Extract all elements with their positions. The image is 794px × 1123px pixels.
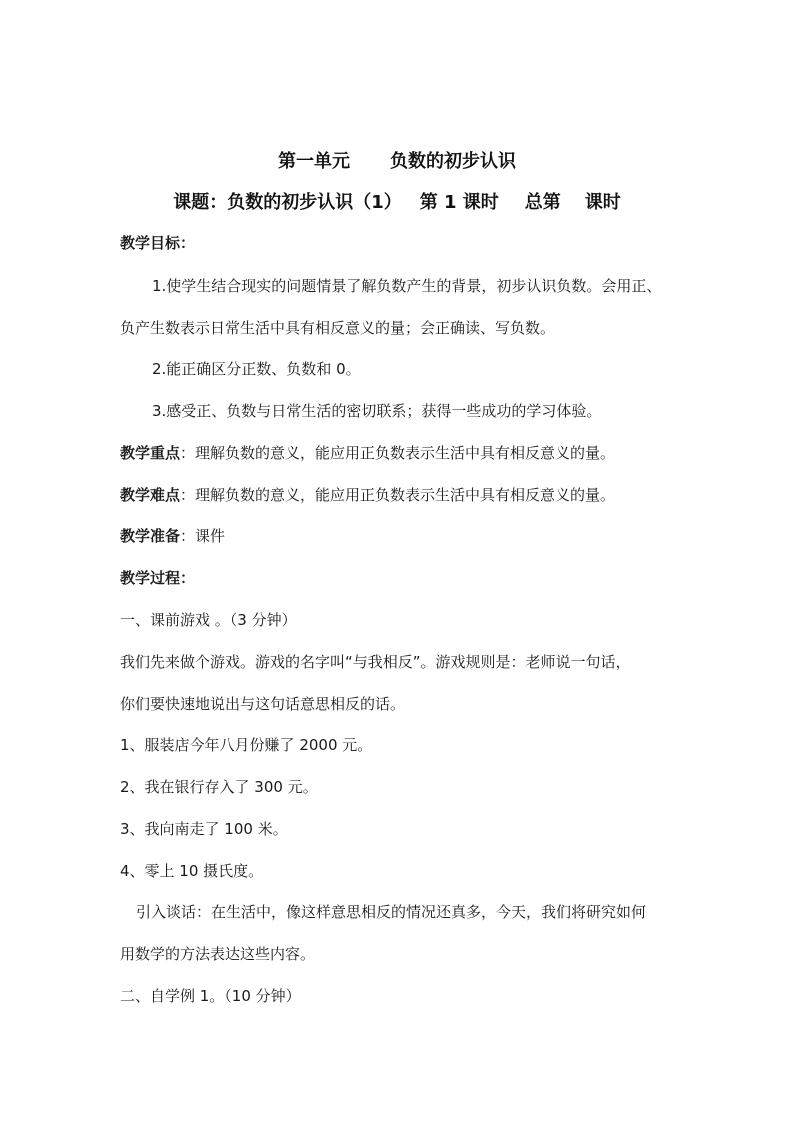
lesson-total-prefix: 总第 (524, 192, 561, 213)
key-point-label: 教学重点 (120, 444, 181, 462)
lesson-topic: 课题：负数的初步认识（1） (173, 192, 402, 213)
objective-3: 3.感受正、负数与日常生活的密切联系；获得一些成功的学习体验。 (152, 402, 602, 420)
lesson-total-suffix: 课时 (584, 192, 621, 213)
lesson-period: 第 1 课时 (419, 192, 499, 213)
difficulty-text: ：理解负数的意义，能应用正负数表示生活中具有相反意义的量。 (180, 486, 616, 504)
intro-talk-line-1: 引入谈话：在生活中，像这样意思相反的情况还真多，今天，我们将研究如何 (136, 903, 647, 921)
game-intro-line-1: 我们先来做个游戏。游戏的名字叫“与我相反”。游戏规则是：老师说一句话， (120, 653, 631, 671)
preparation (120, 526, 225, 546)
list-item: 2、我在银行存入了 300 元。 (120, 778, 318, 796)
unit-number: 第一单元 (278, 151, 350, 172)
difficulty (120, 485, 615, 505)
key-point (120, 443, 615, 463)
lesson-title (0, 191, 794, 215)
list-item: 4、零上 10 摄氏度。 (120, 862, 264, 880)
difficulty-label: 教学难点 (120, 486, 181, 504)
list-item: 1、服装店今年八月份赚了 2000 元。 (120, 736, 373, 754)
process-heading: 教学过程： (120, 569, 196, 587)
section-1-heading: 一、课前游戏 。（3 分钟） (120, 611, 297, 629)
section-2-heading: 二、自学例 1。（10 分钟） (120, 987, 301, 1005)
objective-1-line-2: 负产生数表示日常生活中具有相反意义的量；会正确读、写负数。 (120, 319, 556, 337)
objective-1-line-1: 1.使学生结合现实的问题情景了解负数产生的背景，初步认识负数。会用正、 (152, 277, 662, 295)
objectives-heading: 教学目标： (120, 234, 196, 252)
list-item: 3、我向南走了 100 米。 (120, 820, 288, 838)
preparation-text: ：课件 (180, 527, 226, 545)
preparation-label: 教学准备 (120, 527, 181, 545)
unit-title (0, 150, 794, 174)
intro-talk-line-2: 用数学的方法表达这些内容。 (120, 945, 316, 963)
key-point-text: ：理解负数的意义，能应用正负数表示生活中具有相反意义的量。 (180, 444, 616, 462)
objective-2: 2.能正确区分正数、负数和 0。 (152, 360, 361, 378)
game-intro-line-2: 你们要快速地说出与这句话意思相反的话。 (120, 695, 406, 713)
unit-name: 负数的初步认识 (390, 151, 516, 172)
